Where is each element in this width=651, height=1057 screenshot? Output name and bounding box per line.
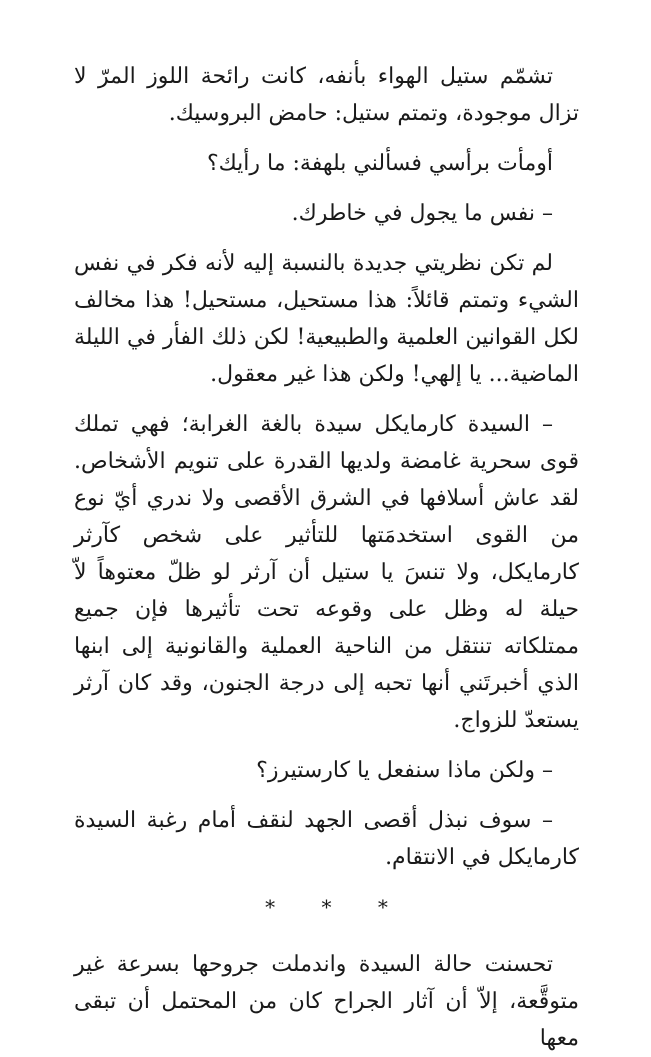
section-separator: * * * — [265, 895, 408, 919]
dialogue-line: – نفس ما يجول في خاطرك. — [291, 201, 553, 226]
dialogue-line: – سوف نبذل أقصى الجهد لنقف أمام رغبة السيدة كارمايكل في الانتقام. — [74, 808, 579, 870]
dialogue-line: – السيدة كارمايكل سيدة بالغة الغرابة؛ فهي تملك قوى سحرية غامضة ولديها القدرة على تنويم الأشخاص. لقد عاش أسلافها في الشرق الأقصى ولا ندري أيّ نوع من القوى استخدمَتها للتأثير على شخص كآرثر كارمايكل، ولا تنسَ يا ستيل أن آرثر لو ظلّ معتوهاً لاّ حيلة له وظل على وقوعه تحت تأثيرها فإن جميع ممتلكاته تنتقل من الناحية العملية والقانونية إلى ابنها الذي أخبرتَني أنها تحبه إلى درجة الجنون، وقد كان آرثر يستعدّ للزواج. — [74, 412, 579, 733]
dialogue-line: – ولكن ماذا سنفعل يا كارستيرز؟ — [256, 758, 553, 783]
paragraph: تشمّم ستيل الهواء بأنفه، كانت رائحة اللوز المرّ لا تزال موجودة، وتمتم ستيل: حامض البروسيك. — [74, 64, 579, 126]
paragraph: لم تكن نظريتي جديدة بالنسبة إليه لأنه فكر في نفس الشيء وتمتم قائلاً: هذا مستحيل، مستحيل! هذا مخالف لكل القوانين العلمية والطبيعية! لكن ذلك الفأر في الليلة الماضية... يا إلهي! ولكن هذا غير معقول. — [74, 251, 579, 387]
paragraph: تحسنت حالة السيدة واندملت جروحها بسرعة غير متوقَّعة، إلاّ أن آثار الجراح كان من المحتمل أن تبقى معها — [74, 952, 579, 1051]
paragraph: أومأت برأسي فسألني بلهفة: ما رأيك؟ — [206, 151, 553, 176]
